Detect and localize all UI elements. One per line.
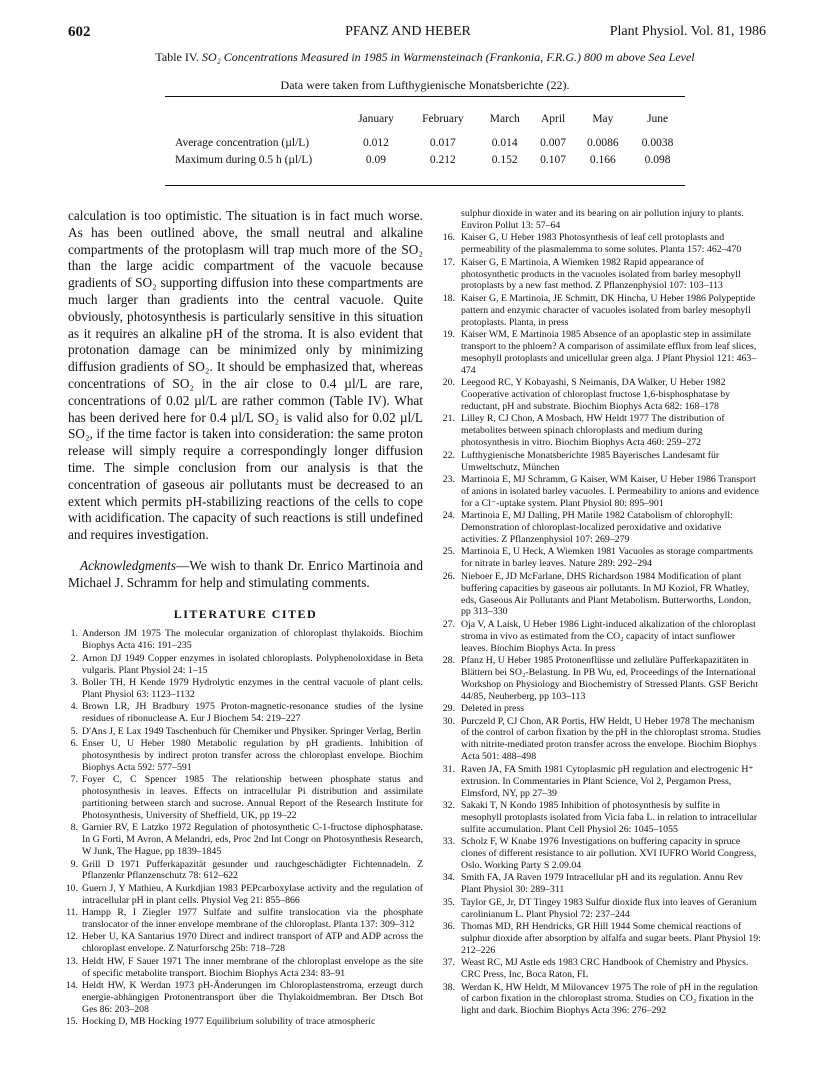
reference-text: Garnier RV, E Latzko 1972 Regulation of photosynthetic C-1-fructose diphosphatase. In G Forti, M Avron, A Melandri, eds, Proc 2nd Int Congr on Photosynthesis Research, W Junk, The Hague, pp 1839–1845 [82,822,423,858]
reference-text: Heldt HW, K Werdan 1973 pH-Änderungen im Chloroplastenstroma, erzeugt durch energie-abhängigen Protonentransport über die Thylakoidmembran. Ber Dtsch Bot Ges 86: 203–208 [82,980,423,1015]
reference-text: Kaiser G, E Martinoia, JE Schmitt, DK Hincha, U Heber 1986 Polypeptide pattern and enzymic character of vacuoles isolated from barley mesophyll protoplasts. Planta, in press [461,292,756,328]
reference-item [443,293,761,329]
data-table [165,110,685,168]
reference-item [443,546,761,570]
left-column [65,208,423,1029]
reference-item [443,921,761,957]
table-row [165,151,685,168]
reference-item [65,1016,423,1028]
reference-text: Kaiser G, E Martinoia, A Wiemken 1982 Rapid appearance of photosynthetic products in the vacuoles isolated from barley mesophyll protoplasts by a new fast method. Z Pflanzenphysiol 107: 103–113 [461,256,741,292]
reference-item [65,955,423,980]
reference-item [443,377,761,413]
reference-text: Hocking D, MB Hocking 1977 Equilibrium solubility of trace atmospheric [82,1016,376,1028]
reference-item [443,836,761,872]
reference-text: Lilley R, CJ Chon, A Mosbach, HW Heldt 1977 The distribution of metabolites between spinach chloroplasts and medium during photosynthesis in vitro. Biochim Biophys Acta 460: 259–272 [461,413,725,449]
reference-number: 21. [442,413,455,425]
table-cell: 0.212 [429,153,456,166]
reference-number: 32. [442,799,455,811]
table-cell: 0.09 [365,153,387,166]
table-cell: 0.012 [363,136,389,149]
table-cell: 0.107 [540,153,567,166]
reference-text: Weast RC, MJ Astle eds 1983 CRC Handbook of Chemistry and Physics. CRC Press, Inc, Boca Raton, FL [461,957,749,981]
reference-number: 33. [442,836,455,848]
reference-item [443,800,761,836]
reference-number: 1. [70,628,78,640]
reference-number: 25. [442,546,455,558]
reference-item [68,859,423,883]
reference-text: Pfanz H, U Heber 1985 Protonenflüsse und zelluläre Pufferkapazitäten in Blättern bei SO₂-Belastung. In PB Wu, ed, Proceedings of the International Workshop on Physiology and Biochemistry of Stressed Plants. GSF Bericht 44/85, Neuherberg, pp 103–113 [461,655,758,702]
reference-text: Raven JA, FA Smith 1981 Cytoplasmic pH regulation and electrogenic H⁺ extrusion. In Commentaries in Plant Science, Vol 2, Pergamon Press, Elmsford, NY, pp 27–39 [461,763,754,799]
reference-text: Werdan K, HW Heldt, M Milovancev 1975 The role of pH in the regulation of carbon fixation in the chloroplast stroma. Studies on CO₂ fixation in the light and dark. Biochim Biophys Acta 396: 276–292 [461,981,758,1017]
literature-cited-heading: LITERATURE CITED [173,606,318,621]
reference-number: 31. [442,763,455,775]
reference-text: Deleted in press [461,703,525,715]
reference-item [443,329,761,377]
reference-number: 8. [70,822,78,834]
reference-text: Enser U, U Heber 1980 Metabolic regulation by pH gradients. Inhibition of photosynthesis by indirect proton transfer across the chloroplast envelope. Biochim Biophys Acta 592: 577–591 [82,737,423,773]
reference-text: Martinoia E, MJ Dalling, PH Matile 1982 Catabolism of chlorophyll: Demonstration of chloroplast-localized peroxidative and oxidative activities. Z Pflanzenphysiol 107: 269–279 [461,510,733,545]
table-row-label: Maximum during 0.5 h (µl/L) [175,153,313,166]
reference-text: Lufthygienische Monatsberichte 1985 Bayerisches Landesamt für Umweltschutz, München [461,449,720,473]
reference-item [443,450,761,474]
reference-number: 12. [65,931,78,943]
reference-number: 36. [442,920,455,932]
reference-text: Smith FA, JA Raven 1979 Intracellular pH and its regulation. Annu Rev Plant Physiol 30: 289–311 [461,872,743,896]
reference-item [443,208,761,232]
table-number: Table IV. [155,50,199,64]
reference-text: Oja V, A Laisk, U Heber 1986 Light-induced alkalization of the chloroplast stroma in vivo as estimated from the CO₂ capacity of intact sunflower leaves. Biochim Biophys Acta. In press [461,618,756,654]
table-column-header: April [540,113,566,125]
reference-item [68,653,423,677]
reference-text: Kaiser WM, E Martinoia 1985 Absence of an apoplastic step in assimilate transport to the phloem? A comparison of assimilate efflux from leaf slices, mesophyll protoplasts and unicellular green alga. J Plant Physiol 121: 463–474 [461,329,757,376]
reference-item [68,677,423,701]
reference-number: 24. [442,510,455,522]
page-number: 602 [68,24,91,40]
reference-text: Nieboer E, JD McFarlane, DHS Richardson 1984 Modification of plant buffering capacities by gaseous air pollutants. In MJ Koziol, FR Whatley, eds, Gaseous Air Pollutants and Plant Metabolism. Butterworths, London, pp 313–330 [461,570,752,618]
reference-text: Arnon DJ 1949 Copper enzymes in isolated chloroplasts. Polyphenoloxidase in Beta vulgaris. Plant Physiol 24: 1–15 [82,652,423,676]
table-cell: 0.0086 [587,136,619,149]
table-cell: 0.014 [491,136,518,149]
reference-number: 27. [442,618,455,630]
reference-text: D'Ans J, E Lax 1949 Taschenbuch für Chemiker und Physiker. Springer Verlag, Berlin [82,725,421,737]
reference-number: 15. [65,1016,78,1028]
reference-item [443,619,761,655]
reference-text: Purczeld P, CJ Chon, AR Portis, HW Heldt, U Heber 1978 The mechanism of the control of carbon fixation by the pH in the chloroplast stroma. Studies with nitrite-mediated proton transfer across the envelope. Biochim Biophys Acta 501: 488–498 [461,715,761,763]
running-head-authors: PFANZ AND HEBER [345,24,471,39]
reference-item [65,980,423,1016]
reference-item [443,571,761,619]
reference-number: 23. [442,473,455,485]
reference-item [443,474,761,510]
table-column-header [165,110,345,134]
table-cell: 0.0038 [641,136,674,149]
table-cell: 0.098 [644,153,671,166]
reference-text: Boller TH, H Kende 1979 Hydrolytic enzymes in the central vacuole of plant cells. Plant Physiol 63: 1123–1132 [82,676,423,700]
reference-item [68,726,423,738]
reference-item [443,872,761,896]
reference-text: Anderson JM 1975 The molecular organization of chloroplast thylakoids. Biochim Biophys Acta 416: 191–235 [82,628,423,652]
reference-number: 5. [70,725,78,737]
reference-number: 13. [65,955,78,967]
reference-number: 4. [70,701,78,713]
reference-item [68,774,423,822]
reference-item [65,882,423,907]
reference-number: 34. [442,872,455,884]
table-column-header: February [422,113,464,125]
references-right [443,208,761,1018]
reference-number: 2. [70,652,78,664]
reference-number: 6. [70,737,78,749]
reference-text: Taylor GE, Jr, DT Tingey 1983 Sulfur dioxide flux into leaves of Geranium carolinianum L. Plant Physiol 72: 237–244 [461,896,757,920]
reference-text: Foyer C, C Spencer 1985 The relationship between phosphate status and photosynthesis in leaves. Effects on intracellular Pi distribution and assimilate partitioning between starch and sucrose. Annual Report of the Research Institute for Photosynthesis, University of Sheffield, UK, pp 19–22 [82,774,423,821]
table-cell: 0.007 [540,136,567,149]
reference-text: Thomas MD, RH Hendricks, GR Hill 1944 Some chemical reactions of sulphur dioxide after absorption by alfalfa and sugar beets. Plant Physiol 19: 212–226 [461,920,761,956]
reference-number: 35. [442,896,455,908]
reference-text: Scholz F, W Knabe 1976 Investigations on buffering capacity in spruce clones of different resistance to air pollution. XVI IUFRO World Congress, Oslo. Working Party S 2.09.04 [461,836,757,871]
reference-text: Hampp R, I Ziegler 1977 Sulfate and sulfite translocation via the phosphate translocator of the inner envelope membrane of the chloroplast. Planta 137: 309–312 [82,907,423,931]
reference-item [443,413,761,449]
reference-number: 11. [66,907,78,919]
table-caption-text: SO₂ Concentrations Measured in 1985 in Warmensteinach (Frankonia, F.R.G.) 800 m above Sea Level [201,50,695,64]
reference-text: Heldt HW, F Sauer 1971 The inner membrane of the chloroplast envelope as the site of specific metabolite transport. Biochim Biophys Acta 234: 83–91 [82,955,423,979]
table-cell: 0.166 [589,153,616,166]
references-left [65,628,423,1028]
reference-number: 37. [442,957,455,969]
reference-text: Heber U, KA Santarius 1970 Direct and indirect transport of ATP and ADP across the chloroplast envelope. Z Naturforschg 25b: 718–728 [82,931,423,955]
reference-number: 28. [442,655,455,667]
reference-text: Leegood RC, Y Kobayashi, S Neimanis, DA Walker, U Heber 1982 Cooperative activation of chloroplast fructose 1,6-bisphosphatase by reductant, pH and substrate. Biochim Biophys Acta 682: 168–178 [461,377,731,412]
table-row [165,134,685,151]
reference-item [68,738,423,774]
table-column-header: May [592,113,614,125]
reference-number: 14. [65,980,78,992]
reference-number: 18. [442,292,455,304]
reference-number: 20. [442,377,455,389]
reference-item [68,907,423,931]
reference-item [68,822,423,858]
reference-number: 7. [70,774,78,786]
table-top-rule [165,96,685,97]
table-caption [95,50,755,64]
reference-text: sulphur dioxide in water and its bearing on air pollution injury to plants. Environ Pollut 13: 57–64 [461,208,744,231]
reference-number: 26. [442,570,455,582]
reference-text: Kaiser G, U Heber 1983 Photosynthesis of leaf cell protoplasts and permeability of the plasmalemma to some solutes. Planta 157: 462–470 [461,232,742,256]
reference-number: 3. [70,676,78,688]
reference-item [443,703,761,715]
reference-item [65,931,423,955]
table-cell: 0.152 [491,153,518,166]
reference-item [443,957,761,981]
reference-text: Sakaki T, N Kondo 1985 Inhibition of photosynthesis by sulfite in mesophyll protoplasts isolated from Vicia faba L. in relation to intracellular sulfite accumulation. Plant Cell Physiol 26: 1045–1055 [461,799,758,835]
reference-item [443,257,761,293]
reference-item [68,628,423,652]
table-column-header: March [489,113,520,125]
table-column-header: January [358,113,394,125]
reference-item [443,982,761,1018]
table-column-header: June [647,113,669,125]
reference-text: Brown LR, JH Bradbury 1975 Proton-magnetic-resonance studies of the lysine residues of ribonuclease A. Eur J Biochem 54: 219–227 [82,701,423,725]
reference-number: 38. [442,981,455,993]
acknowledgments-label: Acknowledgments [80,557,177,573]
reference-item [443,655,761,703]
reference-number: 22. [442,449,455,461]
reference-number: 29. [442,703,455,715]
reference-text: Grill D 1971 Pufferkapazität gesunder und rauchgeschädigter Fichtennadeln. Z Pflanzenkr Pflanzenschutz 78: 612–622 [82,858,423,882]
reference-number: 16. [442,232,455,244]
table-note: Data were taken from Lufthygienische Monatsberichte (22). [280,78,570,92]
reference-number: 30. [442,715,455,727]
table-cell: 0.017 [429,136,456,149]
acknowledgments-text: —We wish to thank Dr. Enrico Martinoia and Michael J. Schramm for help and stimulating comments. [68,557,423,590]
table-bottom-rule [165,185,685,186]
reference-item [443,897,761,921]
body-paragraph: calculation is too optimistic. The situation is in fact much worse. As has been outlined above, the small neutral and alkaline compartments of the protoplasm will trap much more of the SO₂ than the large acidic compartment of the vacuole because gradients of SO₂ supporting diffusion into these compartments are much larger than gradients into the central vacuole. Quite obviously, photosynthesis is particularly sensitive in this situation as it requires an alkaline pH of the stroma. It is also evident that protonation damage can be minimized only by minimizing diffusion gradients of SO₂. It should be emphasized that, whereas concentrations of SO₂ in the air close to 0.4 µl/L are rare, concentrations of 0.02 µl/L are rather common (Table IV). What has been derived here for 0.4 µl/L SO₂ is valid also for 0.02 µl/L SO₂, if the time factor is taken into consideration: the same proton release will simply require a correspondingly longer diffusion time. The simple conclusion from our analysis is that the concentration of gaseous air pollutants must be decreased to an extent which permits pH-stabilizing reactions of the cells to cope with acidification. The capacity of such reactions is still undefined and requires investigation. [68,208,423,543]
acknowledgments [68,558,423,592]
table-header-row [165,110,685,134]
reference-item [443,232,761,256]
reference-number: 10. [65,882,78,894]
reference-text: Guern J, Y Mathieu, A Kurkdjian 1983 PEPcarboxylase activity and the regulation of intracellular pH in plant cells. Physiol Veg 21: 855–866 [82,882,423,906]
table-row-label: Average concentration (µl/L) [175,136,310,149]
reference-text: Martinoia E, MJ Schramm, G Kaiser, WM Kaiser, U Heber 1986 Transport of anions in isolated barley vacuoles. I. Permeability to anions and evidence for a Cl⁻-uptake system. Plant Physiol 80: 895–901 [461,473,759,509]
reference-number: 9. [70,858,78,870]
reference-item [68,701,423,725]
reference-text: Martinoia E, U Heck, A Wiemken 1981 Vacuoles as storage compartments for nitrate in barley leaves. Nature 289: 292–294 [461,546,753,570]
reference-item [443,764,761,800]
running-head-journal: Plant Physiol. Vol. 81, 1986 [609,24,766,39]
reference-item [443,510,761,546]
reference-item [443,716,761,764]
reference-number: 17. [442,256,455,268]
reference-number: 19. [442,329,455,341]
